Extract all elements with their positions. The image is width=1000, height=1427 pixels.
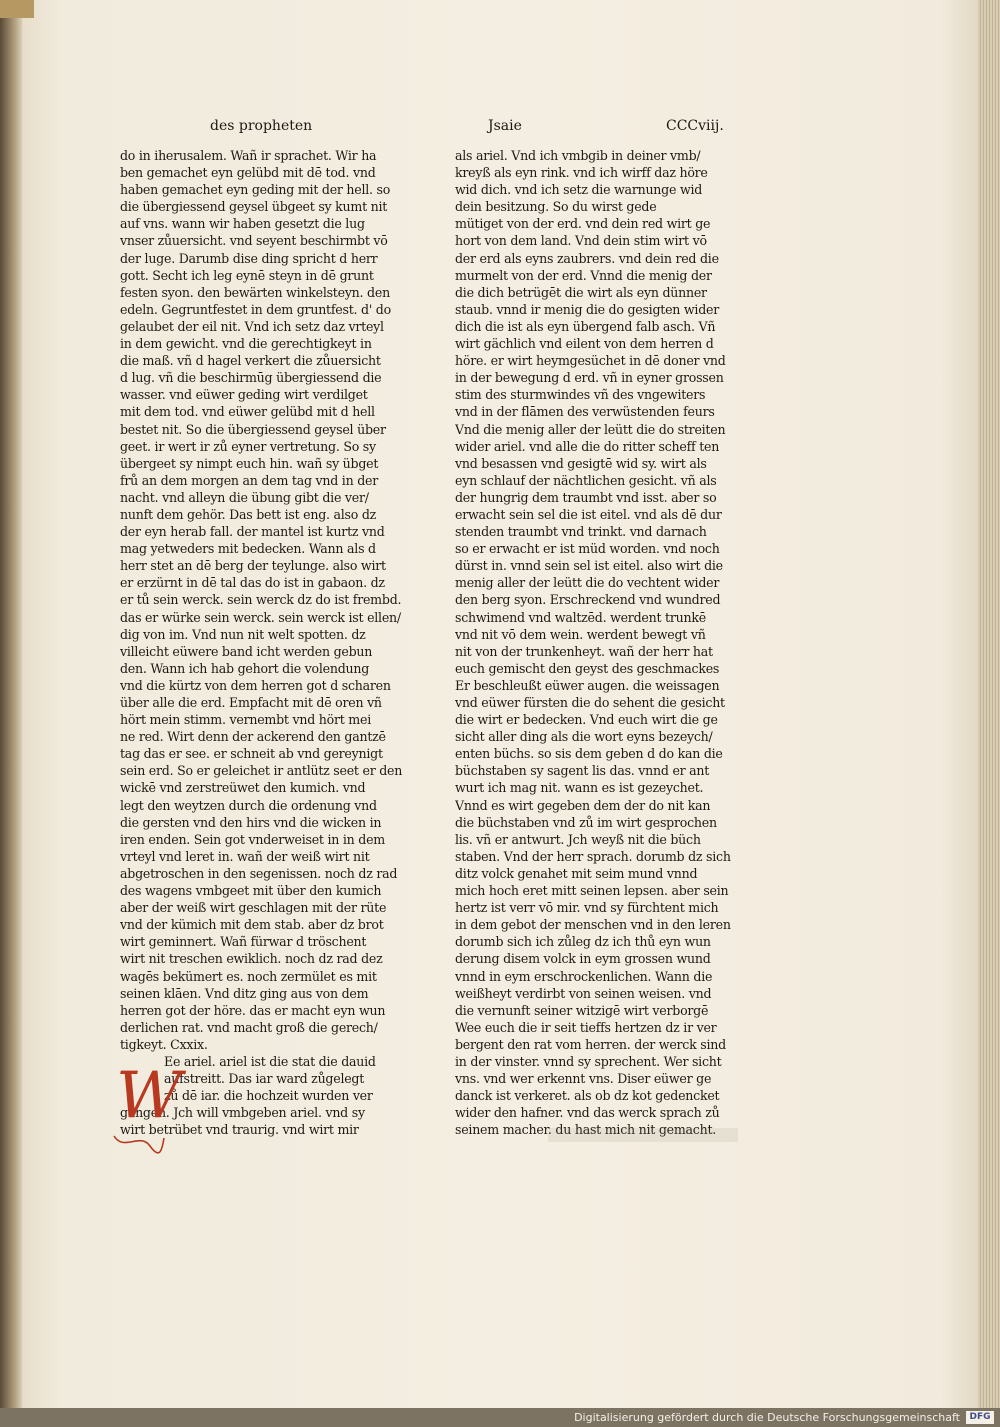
text-line: wirt nit treschen ewiklich. noch dz rad dez	[120, 951, 383, 967]
text-line: erwacht sein sel die ist eitel. vnd als dē dur	[455, 506, 722, 522]
text-line: enten büchs. so sis dem geben d do kan die	[455, 746, 723, 762]
text-line: ben gemachet eyn gelübd mit dē tod. vnd	[120, 165, 376, 181]
text-line: bergent den rat vom herren. der werck sind	[455, 1036, 726, 1052]
text-line: Vnd die menig aller der leütt die do streiten	[455, 421, 726, 437]
text-line: lis. vñ er antwurt. Jch weyß nit die büch	[455, 831, 701, 847]
text-line: stim des sturmwindes vñ des vngewiters	[455, 387, 706, 403]
text-line: zů dē iar. die hochzeit wurden ver	[164, 1088, 373, 1104]
text-line: derlichen rat. vnd macht groß die gerech/	[120, 1019, 378, 1035]
text-line: seinem macher. du hast mich nit gemacht.	[455, 1122, 717, 1138]
text-line: nacht. vnd alleyn die übung gibt die ver/	[120, 489, 369, 505]
text-line: die maß. vñ d hagel verkert die zůuersicht	[120, 353, 381, 369]
text-line: die wirt er bedecken. Vnd euch wirt die ge	[455, 712, 718, 728]
text-line: wirt geminnert. Wañ fürwar d tröschent	[120, 934, 367, 950]
text-column-right	[455, 147, 740, 1138]
text-line: staub. vnnd ir menig die do gesigten wider	[455, 301, 719, 317]
ink-show-through	[548, 1128, 738, 1142]
text-line: der luge. Darumb dise ding spricht d herr	[120, 250, 378, 266]
text-line: vnser zůuersicht. vnd seyent beschirmbt vō	[120, 233, 388, 249]
text-line: stenden traumbt vnd trinkt. vnd darnach	[455, 524, 707, 540]
text-line: die übergiessend geysel übgeet sy kumt nit	[120, 199, 388, 215]
dfg-logo: DFG	[966, 1411, 994, 1424]
text-line: sicht aller ding als die wort eyns bezeych/	[455, 729, 713, 745]
decorated-initial: W	[116, 1059, 182, 1133]
text-line: vnd der kümich mit dem stab. aber dz brot	[120, 917, 384, 933]
text-line: dein besitzung. So du wirst gede	[455, 199, 657, 215]
running-head-left: des propheten	[210, 118, 313, 134]
text-line: wider den hafner. vnd das werck sprach zů	[455, 1105, 720, 1121]
text-line: auf vns. wann wir haben gesetzt die lug	[120, 216, 365, 232]
text-line: vrteyl vnd leret in. wañ der weiß wirt nit	[120, 848, 370, 864]
text-line: gangen. Jch will vmbgeben ariel. vnd sy	[120, 1105, 365, 1121]
text-line: Er beschleußt eüwer augen. die weissagen	[455, 677, 720, 693]
text-line: eyn schlauf der nächtlichen gesicht. vñ als	[455, 472, 717, 488]
text-line: die gersten vnd den hirs vnd die wicken in	[120, 814, 382, 830]
text-line: dich die ist als eyn übergend falb asch. Vñ	[455, 318, 716, 334]
text-line: kreyß als eyn rink. vnd ich wirff daz höre	[455, 165, 708, 181]
text-line: do in iherusalem. Wañ ir sprachet. Wir ha	[120, 148, 377, 163]
text-line: abgetroschen in den segenissen. noch dz rad	[120, 865, 398, 881]
text-line: gelaubet der eil nit. Vnd ich setz daz vrteyl	[120, 318, 384, 334]
text-line: wid dich. vnd ich setz die warnunge wid	[455, 182, 703, 198]
text-line: über alle die erd. Empfacht mit dē oren vñ	[120, 695, 382, 710]
text-line: d lug. vñ die beschirmūg übergiessend die	[120, 370, 382, 386]
text-line: murmelt von der erd. Vnnd die menig der	[455, 267, 712, 283]
footer-bar	[0, 1408, 1000, 1427]
text-line: wagēs bekümert es. noch zermület es mit	[120, 968, 377, 984]
text-column-left	[120, 147, 410, 1138]
text-line: wasser. vnd eüwer geding wirt verdilget	[120, 387, 368, 403]
text-line: legt den weytzen durch die ordenung vnd	[120, 797, 377, 813]
text-line: in der bewegung d erd. vñ in eyner grossen	[455, 370, 724, 386]
text-line: sein erd. So er geleichet ir antlütz seet er den	[120, 763, 403, 779]
text-line: den berg syon. Erschreckend vnd wundred	[455, 592, 721, 608]
funding-credit: Digitalisierung gefördert durch die Deutsche Forschungsgemeinschaft	[574, 1411, 960, 1424]
running-head-center: Jsaie	[488, 118, 522, 134]
text-line: vnd besassen vnd gesigtē wid sy. wirt als	[455, 455, 707, 471]
text-line: mütiget von der erd. vnd dein red wirt ge	[455, 216, 711, 232]
text-line: nit von der trunkenheyt. wañ der herr hat	[455, 643, 713, 659]
text-line: er erzürnt in dē tal das do ist in gabaon. dz	[120, 575, 385, 591]
text-line: staben. Vnd der herr sprach. dorumb dz sich	[455, 848, 731, 864]
book-spine	[0, 0, 22, 1408]
text-line: büchstaben sy sagent lis das. vnnd er ant	[455, 763, 710, 779]
text-line: gott. Secht ich leg eynē steyn in dē grunt	[120, 267, 374, 283]
text-line: als ariel. Vnd ich vmbgib in deiner vmb/	[455, 148, 701, 163]
text-line: herren got der höre. das er macht eyn wun	[120, 1002, 386, 1018]
text-line: vnd nit vō dem wein. werdent bewegt vñ	[455, 626, 706, 642]
text-line: aber der weiß wirt geschlagen mit der rüte	[120, 900, 387, 916]
text-line: mit dem tod. vnd eüwer gelübd mit d hell	[120, 404, 375, 420]
text-line: höre. er wirt heymgesüchet in dē doner vnd	[455, 353, 726, 369]
text-line: ne red. Wirt denn der ackerend den gantzē	[120, 729, 386, 745]
text-line: dorumb sich ich zůleg dz ich thů eyn wun	[455, 934, 711, 950]
initial-flourish-ornament	[110, 1130, 166, 1156]
text-line: hertz ist verr vō mir. vnd sy fürchtent mich	[455, 900, 719, 916]
text-line: tag das er see. er schneit ab vnd gereynigt	[120, 746, 383, 762]
text-line: festen syon. den bewärten winkelsteyn. den	[120, 284, 390, 300]
text-line: dürst in. vnnd sein sel ist eitel. also wirt die	[455, 558, 723, 574]
text-line: der eyn herab fall. der mantel ist kurtz vnd	[120, 524, 385, 540]
text-line: die büchstaben vnd zů im wirt gesprochen	[455, 814, 717, 830]
text-line: geet. ir wert ir zů eyner vertretung. So sy	[120, 438, 376, 454]
text-line: weißheyt verdirbt von seinen weisen. vnd	[455, 985, 712, 1001]
text-line: das er würke sein werck. sein werck ist ellen/	[120, 609, 401, 625]
text-line: bestet nit. So die übergiessend geysel über	[120, 421, 386, 437]
text-line: vns. vnd wer erkennt vns. Diser eüwer ge	[455, 1071, 712, 1087]
text-line: iren enden. Sein got vnderweiset in in dem	[120, 831, 385, 847]
text-line: hört mein stimm. vernembt vnd hört mei	[120, 712, 371, 728]
text-line: derung disem volck in eym grossen wund	[455, 951, 711, 967]
text-line: aufstreitt. Das iar ward zůgelegt	[164, 1071, 365, 1087]
text-line: die vernunft seiner witzigē wirt verborgē	[455, 1002, 709, 1018]
page-fore-edge	[978, 0, 1000, 1408]
text-line: Vnnd es wirt gegeben dem der do nit kan	[455, 797, 711, 813]
folio-number: CCCviij.	[666, 118, 724, 134]
text-line: er tů sein werck. sein werck dz do ist frembd.	[120, 592, 402, 608]
text-line: des wagens vmbgeet mit über den kumich	[120, 883, 382, 899]
text-line: frů an dem morgen an dem tag vnd in der	[120, 472, 378, 488]
text-line: die dich betrügēt die wirt als eyn dünner	[455, 284, 707, 300]
text-line: villeicht eüwere band icht werden gebun	[120, 643, 373, 659]
text-line: der erd als eyns zaubrers. vnd dein red die	[455, 250, 719, 266]
text-line: vnnd in eym erschrockenlichen. Wann die	[455, 968, 713, 984]
text-line: Wee euch die ir seit tieffs hertzen dz ir ver	[455, 1019, 717, 1035]
text-line: übergeet sy nimpt euch hin. wañ sy übget	[120, 455, 379, 471]
text-line: der hungrig dem traumbt vnd isst. aber so	[455, 489, 717, 505]
bookmark-tab	[0, 0, 34, 18]
text-line: nunft dem gehör. Das bett ist eng. also dz	[120, 506, 377, 522]
text-line: wickē vnd zerstreüwet den kumich. vnd	[120, 780, 366, 796]
text-line: vnd die kürtz von dem herren got d scharen	[120, 677, 391, 693]
text-line: haben gemachet eyn geding mit der hell. so	[120, 182, 391, 198]
text-line: vnd in der flāmen des verwüstenden feurs	[455, 404, 715, 420]
text-line: vnd eüwer fürsten die do sehent die gesicht	[455, 695, 725, 710]
text-line: in dem gebot der menschen vnd in den leren	[455, 917, 731, 933]
text-line: dig von im. Vnd nun nit welt spotten. dz	[120, 626, 366, 642]
text-line: seinen klāen. Vnd ditz ging aus von dem	[120, 985, 369, 1001]
text-line: so er erwacht er ist müd worden. vnd noch	[455, 541, 720, 557]
text-line: Ee ariel. ariel ist die stat die dauid	[164, 1053, 376, 1069]
text-line: mich hoch eret mitt seinen lepsen. aber sein	[455, 883, 729, 899]
text-line: menig aller der leütt die do vechtent wider	[455, 575, 720, 591]
text-line: hort von dem land. Vnd dein stim wirt vō	[455, 233, 707, 249]
text-line: wider ariel. vnd alle die do ritter scheff ten	[455, 438, 720, 454]
text-line: herr stet an dē berg der teylunge. also wirt	[120, 558, 386, 574]
text-line: ditz volck genahet mit seim mund vnnd	[455, 865, 698, 881]
text-line: in der vinster. vnnd sy sprechent. Wer sicht	[455, 1053, 722, 1069]
text-line: den. Wann ich hab gehort die volendung	[120, 660, 370, 676]
text-line: danck ist verkeret. als ob dz kot gedencket	[455, 1088, 720, 1104]
text-line: euch gemischt den geyst des geschmackes	[455, 660, 720, 676]
text-line: mag yetweders mit bedecken. Wann als d	[120, 541, 376, 557]
text-line: wirt gächlich vnd eilent von dem herren d	[455, 336, 714, 352]
text-line: tigkeyt. Cxxix.	[120, 1036, 208, 1052]
text-line: wirt betrübet vnd traurig. vnd wirt mir	[120, 1122, 359, 1138]
text-line: wurt ich mag nit. wann es ist gezeychet.	[455, 780, 704, 796]
text-line: schwimend vnd waltzēd. werdent trunkē	[455, 609, 706, 625]
text-line: in dem gewicht. vnd die gerechtigkeyt in	[120, 336, 372, 352]
text-line: edeln. Gegruntfestet in dem gruntfest. d' do	[120, 301, 391, 317]
